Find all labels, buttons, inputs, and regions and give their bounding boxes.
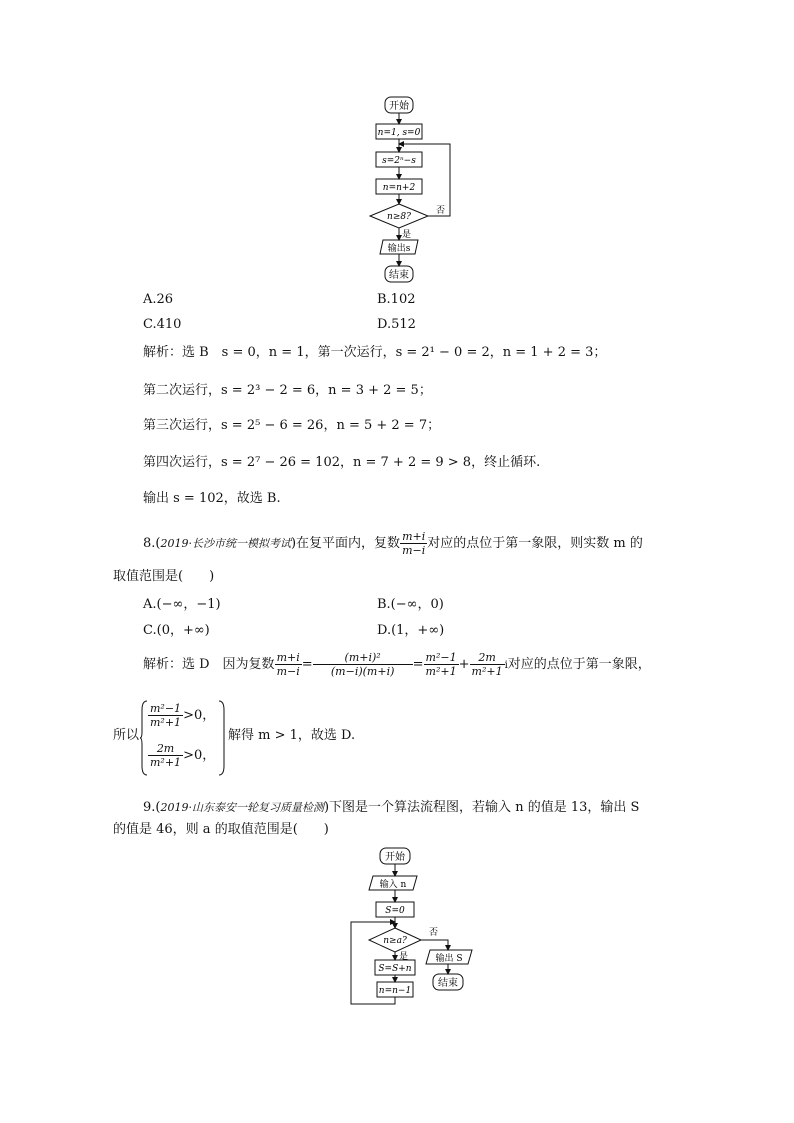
- flow2-cond: n≥a?: [383, 936, 407, 946]
- flow1-yes: 是: [402, 230, 412, 240]
- flow2-start: 开始: [385, 852, 405, 863]
- q8-conclusion: 解得 m > 1，故选 D.: [228, 728, 356, 743]
- q9-stem-line-2: 的值是 46，则 a 的取值范围是( ): [113, 822, 329, 837]
- flowchart-1: [360, 90, 470, 285]
- flow1-no: 否: [436, 206, 446, 216]
- flow2-end: 结束: [438, 978, 458, 989]
- flow1-init: n=1, s=0: [377, 128, 421, 138]
- q8-stem-line-1: 8.(2019·长沙市统一模拟考试)在复平面内，复数 $\frac{m+i}{m-i}$ 对应的点位于第一象限，则实数 m 的: [143, 530, 643, 557]
- flow1-cond: n≥8?: [387, 212, 411, 222]
- flow2-no: 否: [429, 928, 439, 938]
- q8-fraction: $\frac{m+i}{m-i}$: [402, 530, 426, 557]
- flow1-end: 结束: [389, 270, 409, 281]
- q7-option-c: C.410: [143, 317, 182, 332]
- flow1-step2: n=n+2: [382, 183, 416, 193]
- q8-option-b: B.(−∞，0): [377, 597, 444, 612]
- q9-stem-line-1: 9.(2019·山东泰安一轮复习质量检测)下图是一个算法流程图，若输入 n 的值是 13，输出 S: [143, 800, 640, 815]
- q7-option-a: A.26: [143, 292, 174, 307]
- q8-system-row-1: $\frac{\text{m²−1}}{\text{m²+1}}$ >0，: [150, 702, 216, 729]
- q7-option-d: D.512: [377, 317, 416, 332]
- q7-option-b: B.102: [377, 292, 416, 307]
- flow2-yes: 是: [399, 952, 409, 962]
- q8-system-brace-right: [218, 700, 226, 776]
- q8-system-brace-left: [140, 700, 148, 776]
- q8-so-label: 所以: [113, 728, 140, 743]
- q9-source: 2019·山东泰安一轮复习质量检测: [160, 801, 324, 814]
- q8-solution-line-1: 解析：选 D 因为复数 $\frac{m+i}{m-i}$ = $\frac{\text{(m+i)²}}{(m-i)(m+i)}$ = $\frac{\text{m²−1}}{\text{m²+1}}$ + $\frac{2m}{\text{m²+1}}$ i对应的点位于第一象限，: [143, 651, 651, 678]
- q7-solution-line-4: 第四次运行，s = 2⁷ − 26 = 102，n = 7 + 2 = 9 > 8，终止循环.: [143, 455, 541, 470]
- flow1-output: 输出s: [387, 244, 411, 254]
- q8-source: 2019·长沙市统一模拟考试: [160, 537, 291, 550]
- flow2-output: 输出 S: [435, 954, 463, 964]
- q8-option-c: C.(0，+∞): [143, 623, 210, 638]
- flow2-init: S=0: [385, 906, 405, 916]
- q7-solution-line-3: 第三次运行，s = 2⁵ − 6 = 26，n = 5 + 2 = 7；: [143, 418, 441, 433]
- q8-system-row-2: $\frac{2m}{\text{m²+1}}$ >0，: [150, 742, 216, 769]
- flow1-step1: s=2ⁿ−s: [382, 156, 416, 166]
- q8-option-a: A.(−∞，−1): [143, 597, 221, 612]
- q8-stem-line-2: 取值范围是( ): [113, 569, 215, 584]
- flow2-step1: S=S+n: [378, 964, 412, 974]
- q7-solution-line-2: 第二次运行，s = 2³ − 2 = 6，n = 3 + 2 = 5；: [143, 383, 432, 398]
- q7-solution-line-5: 输出 s = 102，故选 B.: [143, 491, 281, 506]
- flow2-input: 输入 n: [379, 880, 407, 890]
- q7-solution-line-1: 解析：选 B s = 0，n = 1，第一次运行，s = 2¹ − 0 = 2，n = 1 + 2 = 3；: [143, 345, 607, 360]
- flow2-step2: n=n−1: [378, 986, 412, 996]
- flow1-start: 开始: [389, 101, 409, 112]
- q8-option-d: D.(1，+∞): [377, 623, 445, 638]
- flowchart-2: [345, 842, 480, 1010]
